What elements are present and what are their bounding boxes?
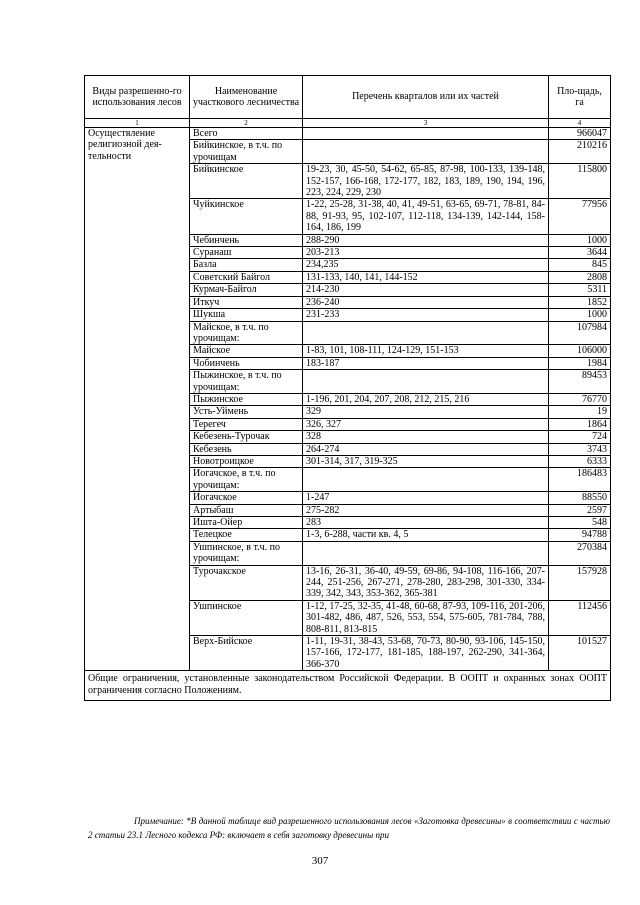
quarters-cell [303, 140, 549, 164]
page-number: 307 [311, 855, 329, 867]
forestry-name-cell: Новотроицкое [190, 455, 303, 467]
quarters-cell: 13-16, 26-31, 36-40, 49-59, 69-86, 94-108, 116-166, 207-244, 251-256, 267-271, 278-280, 283-298, 301-330, 334-339, 342, 343, 353-362, 365-381 [303, 565, 549, 600]
header-quarters-list: Перечень кварталов или их частей [303, 76, 549, 119]
quarters-cell: 301-314, 317, 319-325 [303, 455, 549, 467]
forestry-name-cell: Пыжинское [190, 393, 303, 405]
forestry-name-cell: Ушпинское [190, 600, 303, 635]
column-number: 2 [190, 119, 303, 128]
area-cell: 19 [549, 406, 611, 418]
quarters-cell: 203-213 [303, 247, 549, 259]
quarters-cell: 214-230 [303, 284, 549, 296]
forestry-name-cell: Шукша [190, 309, 303, 321]
general-restrictions-text: Общие ограничения, установленные законодательством Российской Федерации. В ООПТ и охранных зонах ООПТ ограничения согласно Положениям. [85, 671, 611, 701]
forestry-name-cell: Кебезень [190, 443, 303, 455]
forestry-name-cell: Бийкинское [190, 164, 303, 199]
area-cell: 106000 [549, 345, 611, 357]
forestry-name-cell: Усть-Уймень [190, 406, 303, 418]
forestry-name-cell: Курмач-Байгол [190, 284, 303, 296]
area-cell: 210216 [549, 140, 611, 164]
area-cell: 6333 [549, 455, 611, 467]
quarters-cell [303, 128, 549, 140]
quarters-cell [303, 370, 549, 394]
quarters-cell: 275-282 [303, 504, 549, 516]
forestry-name-cell: Иогачское, в т.ч. по урочищам: [190, 468, 303, 492]
area-cell: 270384 [549, 541, 611, 565]
area-cell: 1000 [549, 234, 611, 246]
quarters-cell: 326, 327 [303, 418, 549, 430]
quarters-cell: 1-247 [303, 492, 549, 504]
forestry-name-cell: Терегеч [190, 418, 303, 430]
forestry-name-cell: Чуйкинское [190, 199, 303, 234]
forestry-name-cell: Чобинчень [190, 357, 303, 369]
forestry-name-cell: Иткуч [190, 296, 303, 308]
area-cell: 77956 [549, 199, 611, 234]
quarters-cell: 131-133, 140, 141, 144-152 [303, 271, 549, 283]
forestry-name-cell: Артыбаш [190, 504, 303, 516]
quarters-cell: 183-187 [303, 357, 549, 369]
quarters-cell: 231-233 [303, 309, 549, 321]
forestry-name-cell: Ишта-Ойер [190, 517, 303, 529]
quarters-cell [303, 468, 549, 492]
column-number: 4 [549, 119, 611, 128]
quarters-cell: 1-83, 101, 108-111, 124-129, 151-153 [303, 345, 549, 357]
table-row [85, 128, 611, 140]
area-cell: 94788 [549, 529, 611, 541]
quarters-cell: 264-274 [303, 443, 549, 455]
area-cell: 2597 [549, 504, 611, 516]
area-cell: 76770 [549, 393, 611, 405]
forestry-name-cell: Ушпинское, в т.ч. по урочищам: [190, 541, 303, 565]
area-cell: 186483 [549, 468, 611, 492]
forestry-name-cell: Майское, в т.ч. по урочищам: [190, 321, 303, 345]
area-cell: 157928 [549, 565, 611, 600]
area-cell: 3644 [549, 247, 611, 259]
document-page [84, 75, 610, 701]
forestry-name-cell: Кебезень-Турочак [190, 431, 303, 443]
forestry-name-cell: Пыжинское, в т.ч. по урочищам: [190, 370, 303, 394]
area-cell: 112456 [549, 600, 611, 635]
area-cell: 88550 [549, 492, 611, 504]
quarters-cell: 19-23, 30, 45-50, 54-62, 65-85, 87-98, 100-133, 139-148, 152-157, 166-168, 172-177, 182, 183, 189, 190, 194, 196, 223, 224, 229, 230 [303, 164, 549, 199]
quarters-cell: 328 [303, 431, 549, 443]
quarters-cell: 1-196, 201, 204, 207, 208, 212, 215, 216 [303, 393, 549, 405]
quarters-cell: 1-22, 25-28, 31-38, 40, 41, 49-51, 63-65, 69-71, 78-81, 84-88, 91-93, 95, 102-107, 112-118, 134-139, 142-144, 158-164, 186, 199 [303, 199, 549, 234]
area-cell: 966047 [549, 128, 611, 140]
header-area: Пло-щадь, га [549, 76, 611, 119]
use-type-cell: Осуществление религиозной дея-тельности [85, 128, 190, 671]
area-cell: 1984 [549, 357, 611, 369]
area-cell: 2808 [549, 271, 611, 283]
area-cell: 724 [549, 431, 611, 443]
area-cell: 101527 [549, 636, 611, 671]
quarters-cell: 234,235 [303, 259, 549, 271]
table-header-row [85, 76, 611, 119]
area-cell: 1852 [549, 296, 611, 308]
quarters-cell: 288-290 [303, 234, 549, 246]
area-cell: 89453 [549, 370, 611, 394]
forestry-name-cell: Базла [190, 259, 303, 271]
area-cell: 115800 [549, 164, 611, 199]
forest-use-table [84, 75, 611, 701]
footer-row [85, 671, 611, 701]
forestry-name-cell: Советский Байгол [190, 271, 303, 283]
column-number-row [85, 119, 611, 128]
forestry-name-cell: Верх-Бийское [190, 636, 303, 671]
area-cell: 1864 [549, 418, 611, 430]
header-forestry-name: Наименование участкового лесничества [190, 76, 303, 119]
quarters-cell: 236-240 [303, 296, 549, 308]
column-number: 3 [303, 119, 549, 128]
forestry-name-cell: Иогачское [190, 492, 303, 504]
forestry-name-cell: Телецкое [190, 529, 303, 541]
area-cell: 3743 [549, 443, 611, 455]
area-cell: 107984 [549, 321, 611, 345]
forestry-name-cell: Бийкинское, в т.ч. по урочищам [190, 140, 303, 164]
forestry-name-cell: Суранаш [190, 247, 303, 259]
forestry-name-cell: Всего [190, 128, 303, 140]
area-cell: 548 [549, 517, 611, 529]
column-number: 1 [85, 119, 190, 128]
quarters-cell: 1-11, 19-31, 38-43, 53-68, 70-73, 80-90, 93-106, 145-150, 157-166, 172-177, 181-185, 188-197, 262-290, 341-364, 366-370 [303, 636, 549, 671]
quarters-cell: 283 [303, 517, 549, 529]
quarters-cell: 1-12, 17-25, 32-35, 41-48, 60-68, 87-93, 109-116, 201-206, 301-482, 486, 487, 526, 553, 554, 575-605, 781-784, 788, 808-811, 813-815 [303, 600, 549, 635]
forestry-name-cell: Чебинчень [190, 234, 303, 246]
forestry-name-cell: Турочакское [190, 565, 303, 600]
area-cell: 1000 [549, 309, 611, 321]
quarters-cell: 1-3, 6-288, части кв. 4, 5 [303, 529, 549, 541]
quarters-cell: 329 [303, 406, 549, 418]
footnote: Примечание: *В данной таблице вид разрешенного использования лесов «Заготовка древесины» в соответствии с частью 2 статьи 23.1 Лесного кодекса РФ: включает в себя заготовку древесины при [88, 816, 610, 840]
quarters-cell [303, 321, 549, 345]
area-cell: 845 [549, 259, 611, 271]
area-cell: 5311 [549, 284, 611, 296]
quarters-cell [303, 541, 549, 565]
header-use-type: Виды разрешенно-го использования лесов [85, 76, 190, 119]
forestry-name-cell: Майское [190, 345, 303, 357]
